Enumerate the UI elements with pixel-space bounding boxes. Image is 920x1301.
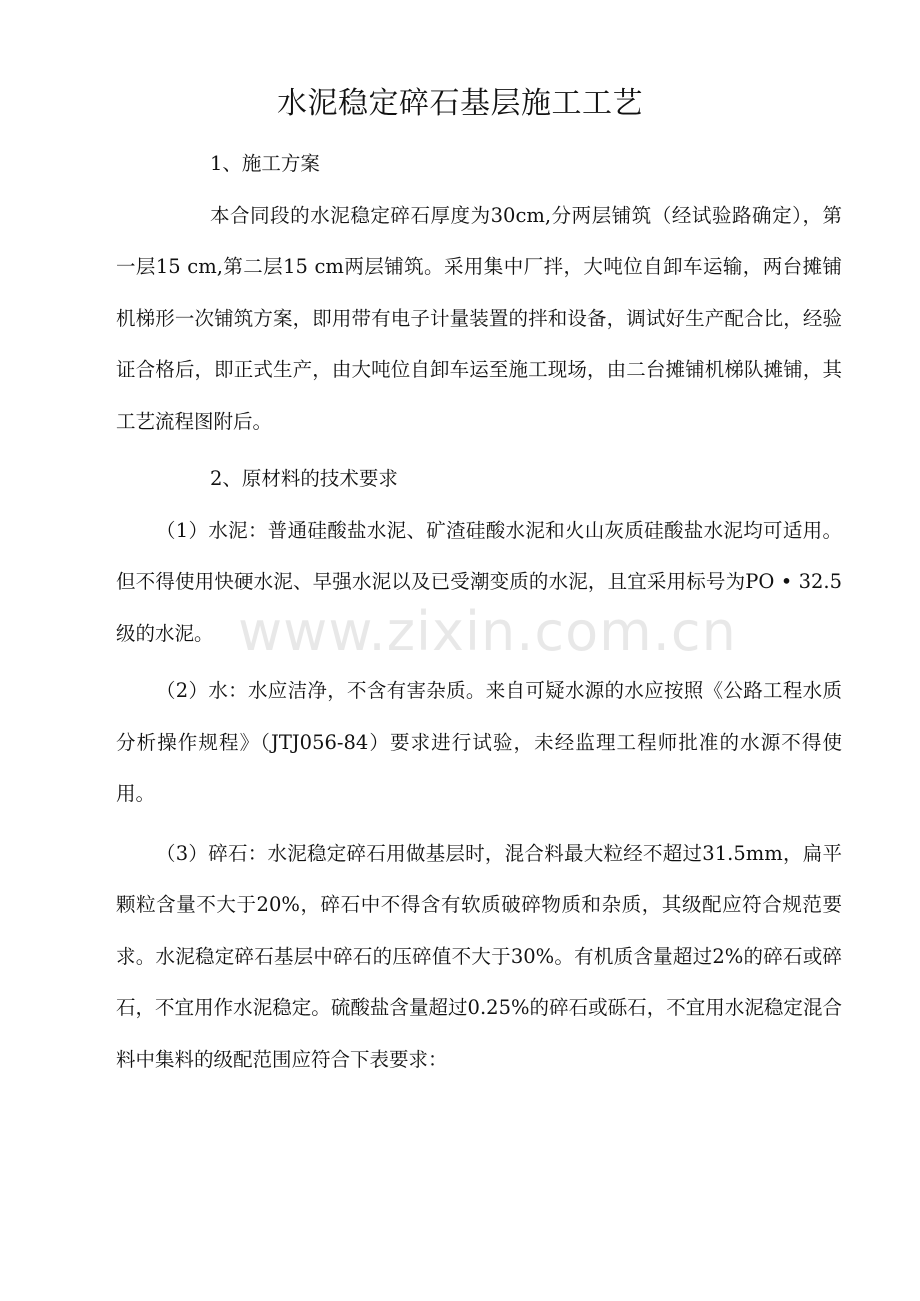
item-water: （2）水：水应洁净，不含有害杂质。来自可疑水源的水应按照《公路工程水质分析操作规程》（JTJ056-84）要求进行试验，未经监理工程师批准的水源不得使用。 (116, 679, 842, 805)
watermark: www.zixin.com.cn (238, 600, 737, 663)
section-1-paragraph: 本合同段的水泥稳定碎石厚度为30cm,分两层铺筑（经试验路确定），第一层15 cm,第二层15 cm两层铺筑。采用集中厂拌，大吨位自卸车运输，两台摊铺机梯形一次铺筑方案，即用带有电子计量装置的拌和设备，调试好生产配合比，经验证合格后，即正式生产，由大吨位自卸车运至施工现场，由二台摊铺机梯队摊铺，其工艺流程图附后。 (116, 203, 842, 433)
item-cement: （1）水泥：普通硅酸盐水泥、矿渣硅酸水泥和火山灰质硅酸盐水泥均可适用。但不得使用快硬水泥、早强水泥以及已受潮变质的水泥，且宜采用标号为PO • 32.5级的水泥。 (116, 518, 842, 645)
section-2-heading: 2、原材料的技术要求 (210, 467, 398, 490)
item-crushed-stone: （3）碎石：水泥稳定碎石用做基层时，混合料最大粒经不超过31.5mm，扁平颗粒含量不大于20%，碎石中不得含有软质破碎物质和杂质，其级配应符合规范要求。水泥稳定碎石基层中碎石的压碎值不大于30%。有机质含量超过2%的碎石或碎石，不宜用作水泥稳定。硫酸盐含量超过0.25%的碎石或砾石，不宜用水泥稳定混合料中集料的级配范围应符合下表要求： (116, 841, 842, 1071)
section-1-heading: 1、施工方案 (210, 152, 320, 175)
document-title: 水泥稳定碎石基层施工工艺 (277, 86, 643, 121)
